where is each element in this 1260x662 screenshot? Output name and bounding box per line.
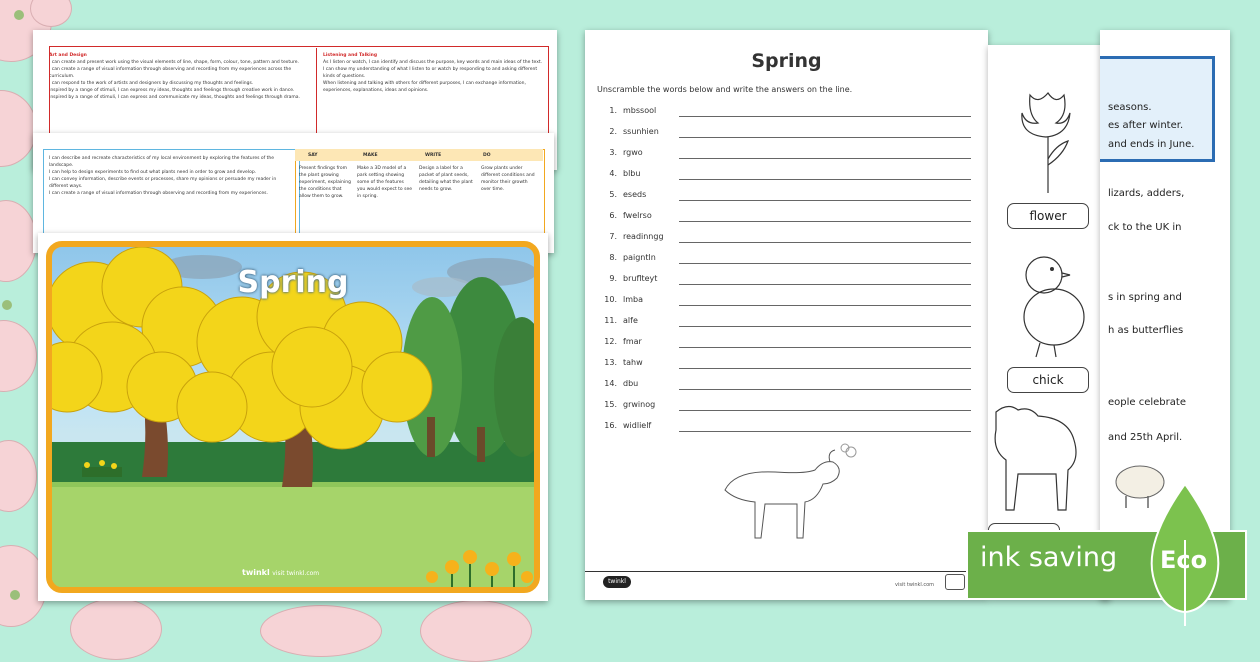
scrambled-word: readinngg xyxy=(623,232,664,241)
column-make: MAKE xyxy=(363,153,378,158)
plan-line: As I listen or watch, I can identify and discuss the purpose, key words and main ideas of the text. xyxy=(323,60,543,65)
row-number: 8. xyxy=(609,253,617,262)
plan-line: I can show my understanding of what I listen to or watch by responding to and asking different kinds of questions. xyxy=(323,67,538,79)
worksheet-row xyxy=(601,358,971,372)
worksheet-row xyxy=(601,148,971,162)
column-write: WRITE xyxy=(425,153,442,158)
fact-line: lizards, adders, xyxy=(1108,188,1185,199)
answer-line[interactable] xyxy=(679,368,971,369)
worksheet-row xyxy=(601,211,971,225)
answer-line[interactable] xyxy=(679,284,971,285)
scrambled-word: mbssool xyxy=(623,106,657,115)
scrambled-word: lmba xyxy=(623,295,643,304)
unscramble-worksheet xyxy=(585,30,988,600)
scrambled-word: tahw xyxy=(623,358,643,367)
ink-saving-text: ink saving xyxy=(980,542,1118,573)
answer-line[interactable] xyxy=(679,200,971,201)
plan-line: Inspired by a range of stimuli, I can express my ideas, thoughts and feelings through creative work in dance. xyxy=(49,88,295,93)
worksheet-row xyxy=(601,421,971,435)
worksheet-row xyxy=(601,106,971,120)
fact-line: seasons. xyxy=(1108,102,1152,113)
answer-line[interactable] xyxy=(679,242,971,243)
fact-line: and 25th April. xyxy=(1108,432,1183,443)
row-number: 10. xyxy=(604,295,617,304)
answer-line[interactable] xyxy=(679,305,971,306)
ink-saving-stamp-icon xyxy=(945,574,965,590)
answer-line[interactable] xyxy=(679,389,971,390)
row-number: 13. xyxy=(604,358,617,367)
worksheet-url: visit twinkl.com xyxy=(895,582,935,588)
make-text: Make a 3D model of a park setting showing some of the features you would expect to see in spring. xyxy=(357,166,412,199)
row-number: 11. xyxy=(604,316,617,325)
fact-line: ck to the UK in xyxy=(1108,222,1182,233)
poster-logo xyxy=(242,568,319,577)
scrambled-word: eseds xyxy=(623,190,647,199)
row-number: 9. xyxy=(609,274,617,283)
poster-url: visit twinkl.com xyxy=(272,570,320,577)
do-text: Grow plants under different conditions and monitor their growth over time. xyxy=(481,166,535,192)
plan-header-left: Art and Design xyxy=(49,53,87,58)
activity-line: I can create a range of visual information through observing and recording from my experiences. xyxy=(49,191,268,196)
column-say: SAY xyxy=(308,153,318,158)
row-number: 16. xyxy=(604,421,617,430)
activity-line: I can help to design experiments to find out what plants need in order to grow and develop. xyxy=(49,170,257,175)
row-number: 6. xyxy=(609,211,617,220)
worksheet-row xyxy=(601,337,971,351)
picture-label-sheet xyxy=(988,45,1110,600)
scrambled-word: fmar xyxy=(623,337,642,346)
fact-line: eople celebrate xyxy=(1108,397,1186,408)
eco-label: Eco xyxy=(1160,546,1208,574)
fact-line: h as butterflies xyxy=(1108,325,1184,336)
plan-line: I can respond to the work of artists and designers by discussing my thoughts and feelings. xyxy=(49,81,254,86)
scrambled-word: widlielf xyxy=(623,421,652,430)
scrambled-word: paigntln xyxy=(623,253,656,262)
say-text: Present findings from the plant growing experiment, explaining the conditions that allow them to grow. xyxy=(299,166,351,199)
scrambled-word: bruflteyt xyxy=(623,274,658,283)
label-flower: flower xyxy=(1007,203,1089,229)
worksheet-row xyxy=(601,190,971,204)
poster-title: Spring xyxy=(237,265,349,300)
column-do: DO xyxy=(483,153,491,158)
answer-line[interactable] xyxy=(679,179,971,180)
plan-header-right: Listening and Talking xyxy=(323,53,378,58)
worksheet-title: Spring xyxy=(751,50,822,72)
worksheet-row xyxy=(601,379,971,393)
flower-icon xyxy=(1008,85,1088,195)
fact-line: s in spring and xyxy=(1108,292,1182,303)
row-number: 5. xyxy=(609,190,617,199)
lamb-illustration xyxy=(705,440,865,550)
row-number: 12. xyxy=(604,337,617,346)
chick-icon xyxy=(1004,245,1094,360)
answer-line[interactable] xyxy=(679,410,971,411)
worksheet-row xyxy=(601,274,971,288)
worksheet-instruction: Unscramble the words below and write the answers on the line. xyxy=(597,85,853,94)
row-number: 14. xyxy=(604,379,617,388)
lamb-icon xyxy=(988,400,1088,520)
activity-line: I can convey information, describe events or processes, share my opinions or persuade my reader in different ways. xyxy=(49,177,277,189)
answer-line[interactable] xyxy=(679,221,971,222)
activity-line: I can describe and recreate characteristics of my local environment by exploring the features of the landscape. xyxy=(49,156,275,168)
scrambled-word: dbu xyxy=(623,379,639,388)
row-number: 3. xyxy=(609,148,617,157)
answer-line[interactable] xyxy=(679,158,971,159)
scrambled-word: grwinog xyxy=(623,400,656,409)
row-number: 2. xyxy=(609,127,617,136)
answer-line[interactable] xyxy=(679,431,971,432)
row-number: 15. xyxy=(604,400,617,409)
label-chick: chick xyxy=(1007,367,1089,393)
worksheet-row xyxy=(601,316,971,330)
worksheet-row xyxy=(601,400,971,414)
worksheet-row xyxy=(601,232,971,246)
scrambled-word: fwelrso xyxy=(623,211,652,220)
worksheet-row xyxy=(601,169,971,183)
worksheet-row xyxy=(601,127,971,141)
plan-line: I can create a range of visual information through observing and recording from my experiences across the curriculum. xyxy=(49,67,292,79)
fact-line: and ends in June. xyxy=(1108,139,1195,150)
answer-line[interactable] xyxy=(679,347,971,348)
scrambled-word: alfe xyxy=(623,316,638,325)
worksheet-row xyxy=(601,253,971,267)
row-number: 4. xyxy=(609,169,617,178)
plan-line: I can create and present work using the visual elements of line, shape, form, colour, tone, pattern and texture. xyxy=(49,60,299,65)
row-number: 1. xyxy=(609,106,617,115)
poster-logo-text: twinkl xyxy=(242,568,270,577)
answer-line[interactable] xyxy=(679,326,971,327)
fact-line: es after winter. xyxy=(1108,120,1184,131)
plan-line: Inspired by a range of stimuli, I can express and communicate my ideas, thoughts and feelings through drama. xyxy=(49,95,300,100)
scrambled-word: rgwo xyxy=(623,148,643,157)
worksheet-logo: twinkl xyxy=(603,576,631,588)
plan-line: When listening and talking with others for different purposes, I can exchange information, experiences, explanations, ideas and opinions. xyxy=(323,81,526,93)
spring-poster xyxy=(38,233,548,601)
row-number: 7. xyxy=(609,232,617,241)
scrambled-word: ssunhien xyxy=(623,127,659,136)
answer-line[interactable] xyxy=(679,116,971,117)
scrambled-word: blbu xyxy=(623,169,641,178)
answer-line[interactable] xyxy=(679,137,971,138)
write-text: Design a label for a packet of plant seeds, detailing what the plant needs to grow. xyxy=(419,166,473,192)
worksheet-row xyxy=(601,295,971,309)
answer-line[interactable] xyxy=(679,263,971,264)
